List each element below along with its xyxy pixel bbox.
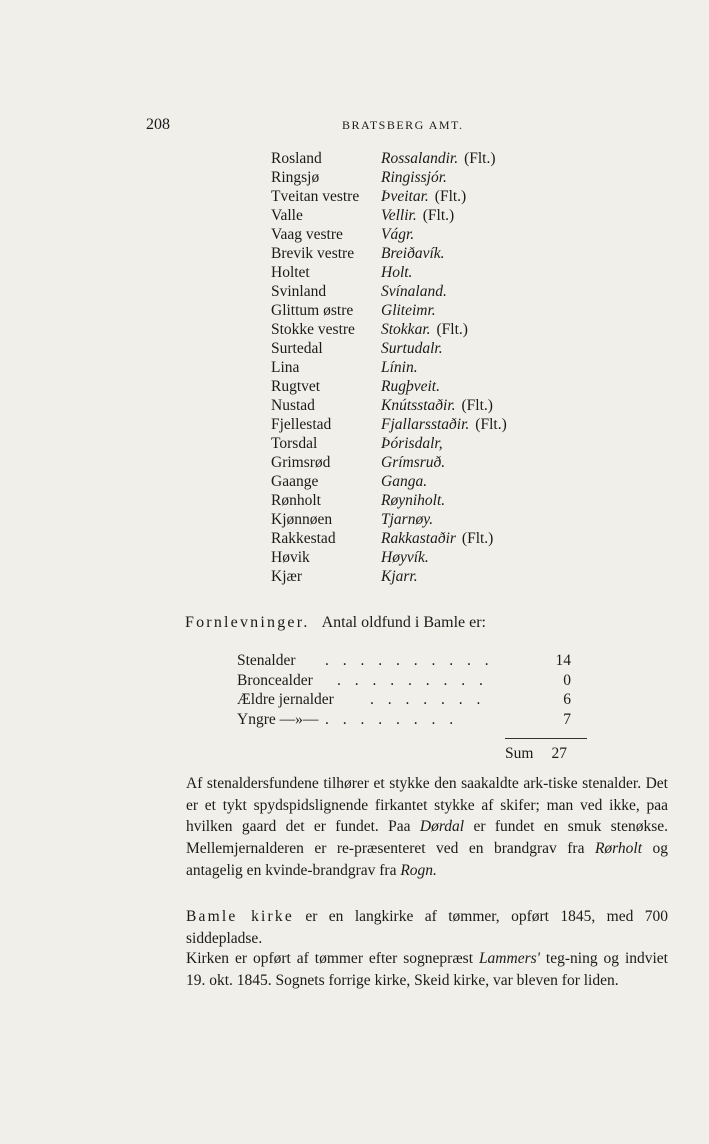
old-norse-name [381,226,414,244]
old-norse-name [381,568,418,586]
old-norse-name [381,492,445,510]
find-count: 14 [555,652,571,669]
leader-dots: . . . . . . . . . . [325,652,494,669]
old-norse-name [381,416,507,434]
farm-name: Svinland [271,283,327,300]
finds-row [237,672,577,691]
flt-marker: (Flt.) [464,150,496,167]
find-count: 0 [563,671,571,689]
old-norse-name [381,340,443,358]
farm-name: Tveitan vestre [271,188,360,205]
old-name-text: Holt. [381,264,413,281]
old-name-text: Ringissjór. [381,169,447,186]
sum-value: 27 [551,745,567,762]
para1-text-2: er fundet en smuk stenøkse. Mellemjernalderen er re-præsenteret ved en brandgrav fra [186,818,668,858]
old-name-text: Fjallarsstaðir. [381,416,470,433]
farm-name: Torsdal [271,435,318,452]
old-name-text: Tjarnøy. [381,511,434,528]
farm-name: Ringsjø [271,169,320,186]
finds-row [237,711,577,730]
sum-rule [505,738,587,739]
old-name-text: Svínaland. [381,283,447,300]
old-norse-name [381,473,427,491]
farm-name: Kjønnøen [271,511,333,528]
farm-name: Valle [271,207,303,224]
flt-marker: (Flt.) [461,530,494,547]
para1-text-1: Af stenaldersfundene tilhører et stykke den saakaldte ark-tiske stenalder. Det er et tykt spydspidslignende firkantet stykke af skifer; man ved ikke, paa hvilken gaard det er fundet. Paa [186,775,668,836]
old-name-text: Røyniholt. [381,492,446,509]
old-norse-name [381,207,454,225]
old-norse-name [381,302,436,320]
old-norse-name [381,150,496,168]
period-label: Yngre —»— [237,710,319,728]
find-count: 7 [563,710,571,728]
farm-name: Brevik vestre [271,245,355,262]
flt-marker: (Flt.) [422,207,455,224]
farm-name: Glittum østre [271,302,354,319]
old-norse-name [381,511,433,529]
old-norse-name [381,359,418,377]
old-norse-name [381,549,429,567]
old-norse-name [381,188,466,206]
leader-dots: . . . . . . . . . [337,671,488,689]
finds-row [237,691,577,710]
place-dordal: Dørdal [419,818,465,836]
old-norse-name [381,397,493,415]
page-number: 208 [146,116,170,133]
old-norse-name [381,435,443,453]
old-norse-name [381,264,412,282]
find-count: 6 [563,691,571,708]
leader-dots: . . . . . . . [370,691,486,708]
para1-text-3: og antagelig en kvinde-brandgrav fra [186,840,668,879]
farm-name: Fjellestad [271,416,332,433]
flt-marker: (Flt.) [436,321,468,338]
place-rogn: Rogn. [400,861,437,879]
old-name-text: Rakkastaðir [381,530,456,547]
farm-name: Grimsrød [271,454,331,471]
old-norse-name [381,283,447,301]
paragraph-stenalder [186,773,668,882]
sum-row [505,745,567,763]
old-name-text: Vágr. [381,226,415,243]
farm-name: Rosland [271,150,322,167]
place-rorholt: Rørholt [594,840,643,858]
old-name-text: Vellir. [381,207,417,224]
old-name-text: Knútsstaðir. [381,397,456,414]
old-name-text: Kjarr. [381,568,418,585]
kirke-heading: Bamle kirke [186,908,294,925]
farm-name: Høvik [271,549,310,566]
period-label: Stenalder [237,652,296,669]
flt-marker: (Flt.) [475,416,507,433]
para2-text: er en langkirke af tømmer, opført 1845, med 700 siddepladse. [186,908,668,947]
farm-name: Stokke vestre [271,321,355,338]
farm-name: Surtedal [271,340,323,357]
flt-marker: (Flt.) [461,397,493,414]
farm-name: Lina [271,359,300,376]
period-label: Broncealder [237,671,313,689]
old-name-text: Stokkar. [381,321,431,338]
farm-name: Holtet [271,264,310,281]
farm-name: Vaag vestre [271,226,343,243]
old-name-text: Gliteimr. [381,302,436,319]
old-name-text: Høyvík. [381,549,429,566]
old-norse-name [381,530,493,548]
old-norse-name [381,378,440,396]
para3-text-1: Kirken er opført af tømmer efter sognepræst [186,950,479,967]
old-name-text: Þveitar. [381,188,429,205]
paragraph-lammers [186,948,668,991]
period-label: Ældre jernalder [237,691,334,708]
farm-name: Kjær [271,568,302,585]
farm-name: Gaange [271,473,319,490]
old-name-text: Rossalandir. [381,150,459,167]
section-intro: Antal oldfund i Bamle er: [321,614,486,631]
old-norse-name [381,245,445,263]
farm-name: Rakkestad [271,530,336,547]
farm-name: Nustad [271,397,315,414]
old-norse-name [381,454,445,472]
para3-text-2: teg-ning og indviet 19. okt. 1845. Sognets forrige kirke, Skeid kirke, var bleven for liden. [186,950,668,989]
old-name-text: Línin. [381,359,418,376]
sum-label: Sum [505,745,534,762]
old-name-text: Rugþveit. [381,378,440,395]
fornlevninger-heading [185,614,486,632]
old-name-text: Grímsruð. [381,454,446,471]
old-norse-name [381,321,468,339]
section-title: Fornlevninger. [185,614,310,631]
finds-row [237,652,577,671]
flt-marker: (Flt.) [434,188,467,205]
old-name-text: Surtudalr. [381,340,443,357]
running-head: BRATSBERG AMT. [342,118,464,132]
old-name-text: Ganga. [381,473,428,490]
farm-name: Rønholt [271,492,321,509]
old-name-text: Þórisdalr, [381,435,443,452]
farm-name: Rugtvet [271,378,321,395]
paragraph-kirke [186,906,668,949]
leader-dots: . . . . . . . . [325,710,459,728]
name-lammers: Lammers' [478,950,540,967]
old-norse-name [381,169,447,187]
old-name-text: Breiðavík. [381,245,445,262]
